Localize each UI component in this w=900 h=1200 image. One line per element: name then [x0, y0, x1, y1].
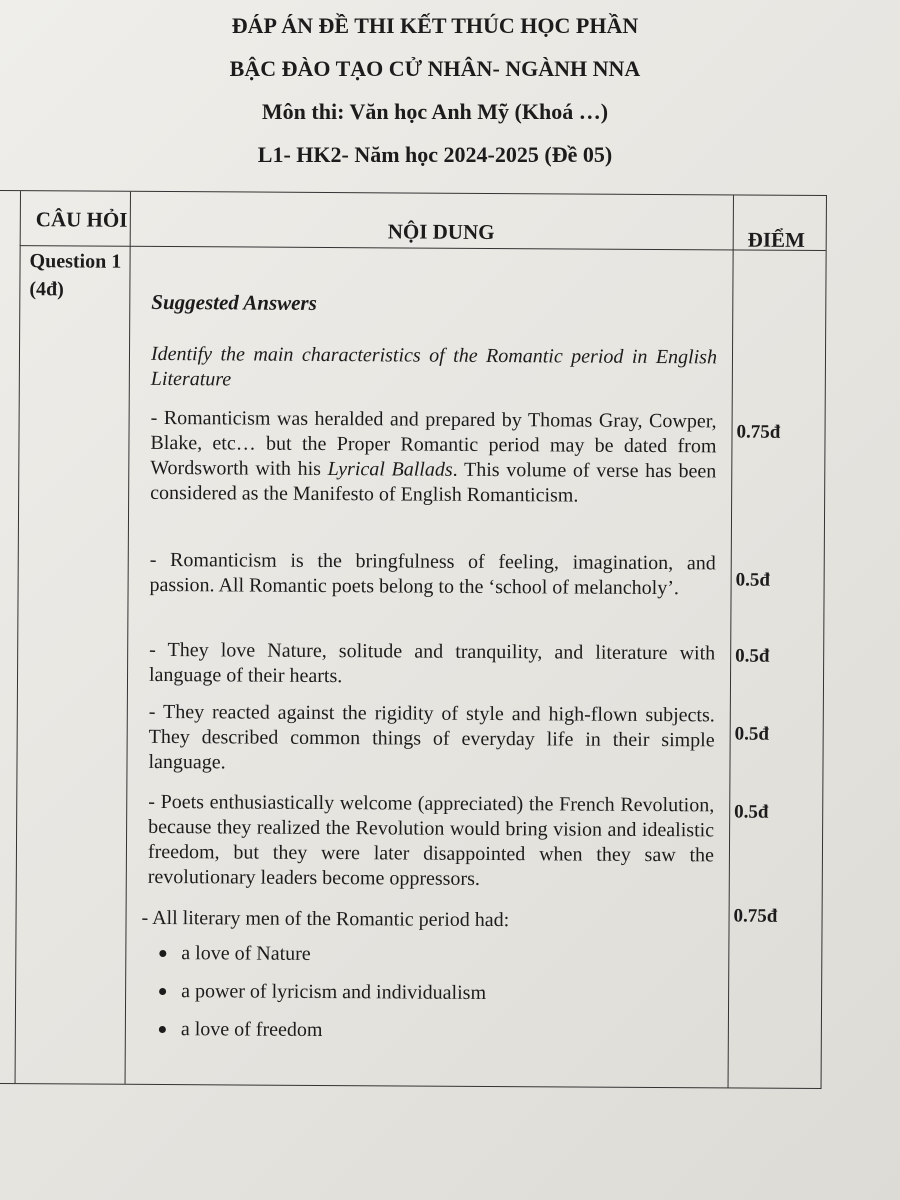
answer-item-1 — [150, 406, 717, 509]
score-item-3: 0.5đ — [735, 645, 770, 667]
column-divider-2 — [728, 195, 734, 1087]
answer-item-5 — [148, 790, 715, 893]
answer-item-1-text: - Romanticism was heralded and prepared by Thomas Gray, Cowper, Blake, etc… but the Proper Romantic period may be dated from Wordsworth with his — [150, 406, 717, 481]
answer-item-6 — [141, 906, 711, 934]
list-item: a love of Nature — [151, 934, 721, 975]
answer-item-6-text: - All literary men of the Romantic period had: — [141, 906, 510, 932]
answer-item-3 — [149, 638, 715, 691]
table-border-left — [15, 191, 21, 1083]
list-item: a power of lyricism and individualism — [151, 972, 721, 1013]
score-item-6: 0.75đ — [733, 905, 778, 927]
question-points: (4đ) — [29, 278, 64, 301]
characteristics-list — [151, 934, 722, 1051]
header-row-divider — [20, 245, 826, 251]
column-header-content: NỘI DUNG — [387, 219, 495, 245]
list-item: a love of freedom — [151, 1010, 721, 1051]
column-header-score: ĐIỂM — [747, 227, 805, 252]
answer-item-1-text-end: . This volume of verse has been considered as the Manifesto of English Romanticism. — [150, 458, 717, 507]
answer-item-2-text: - Romanticism is the bringfulness of feeling, imagination, and passion. All Romantic poets belong to the ‘school of melancholy’. — [149, 548, 716, 600]
document-header — [0, 8, 870, 180]
score-item-2: 0.5đ — [735, 569, 771, 591]
header-subject: Môn thi: Văn học Anh Mỹ (Khoá …) — [261, 99, 609, 124]
suggested-answers-label: Suggested Answers — [151, 289, 317, 315]
question-prompt — [151, 342, 717, 395]
answer-item-4-text: - They reacted against the rigidity of style and high-flown subjects. They described common things of everyday life in their simple language. — [148, 700, 715, 774]
header-term: L1- HK2- Năm học 2024-2025 (Đề 05) — [257, 142, 613, 167]
score-item-5: 0.5đ — [734, 801, 769, 823]
suggested-answers-heading — [151, 290, 721, 318]
answer-item-3-text: - They love Nature, solitude and tranquility, and literature with language of their hearts. — [148, 638, 716, 688]
header-title: ĐÁP ÁN ĐỀ THI KẾT THÚC HỌC PHẦN — [231, 13, 639, 38]
question-cell — [29, 247, 121, 304]
column-divider-1 — [125, 192, 131, 1084]
score-item-4: 0.5đ — [734, 723, 770, 745]
answer-item-5-text: - Poets enthusiastically welcome (appreciated) the French Revolution, because they realized the Revolution would bring vision and idealistic freedom, but they were later disappointed when they saw the revolutionary leaders become oppressors. — [147, 790, 715, 890]
prompt-text: Identify the main characteristics of the Romantic period in English Literature — [150, 342, 718, 391]
score-item-1: 0.75đ — [736, 421, 781, 443]
answer-table — [0, 190, 827, 1089]
answer-item-4 — [148, 700, 714, 778]
header-program: BẬC ĐÀO TẠO CỬ NHÂN- NGÀNH NNA — [229, 56, 641, 81]
question-label: Question 1 — [29, 250, 122, 273]
answer-item-2 — [150, 548, 716, 601]
answer-item-1-italic: Lyrical Ballads — [327, 458, 453, 481]
column-header-question: CÂU HỎI — [35, 207, 128, 232]
